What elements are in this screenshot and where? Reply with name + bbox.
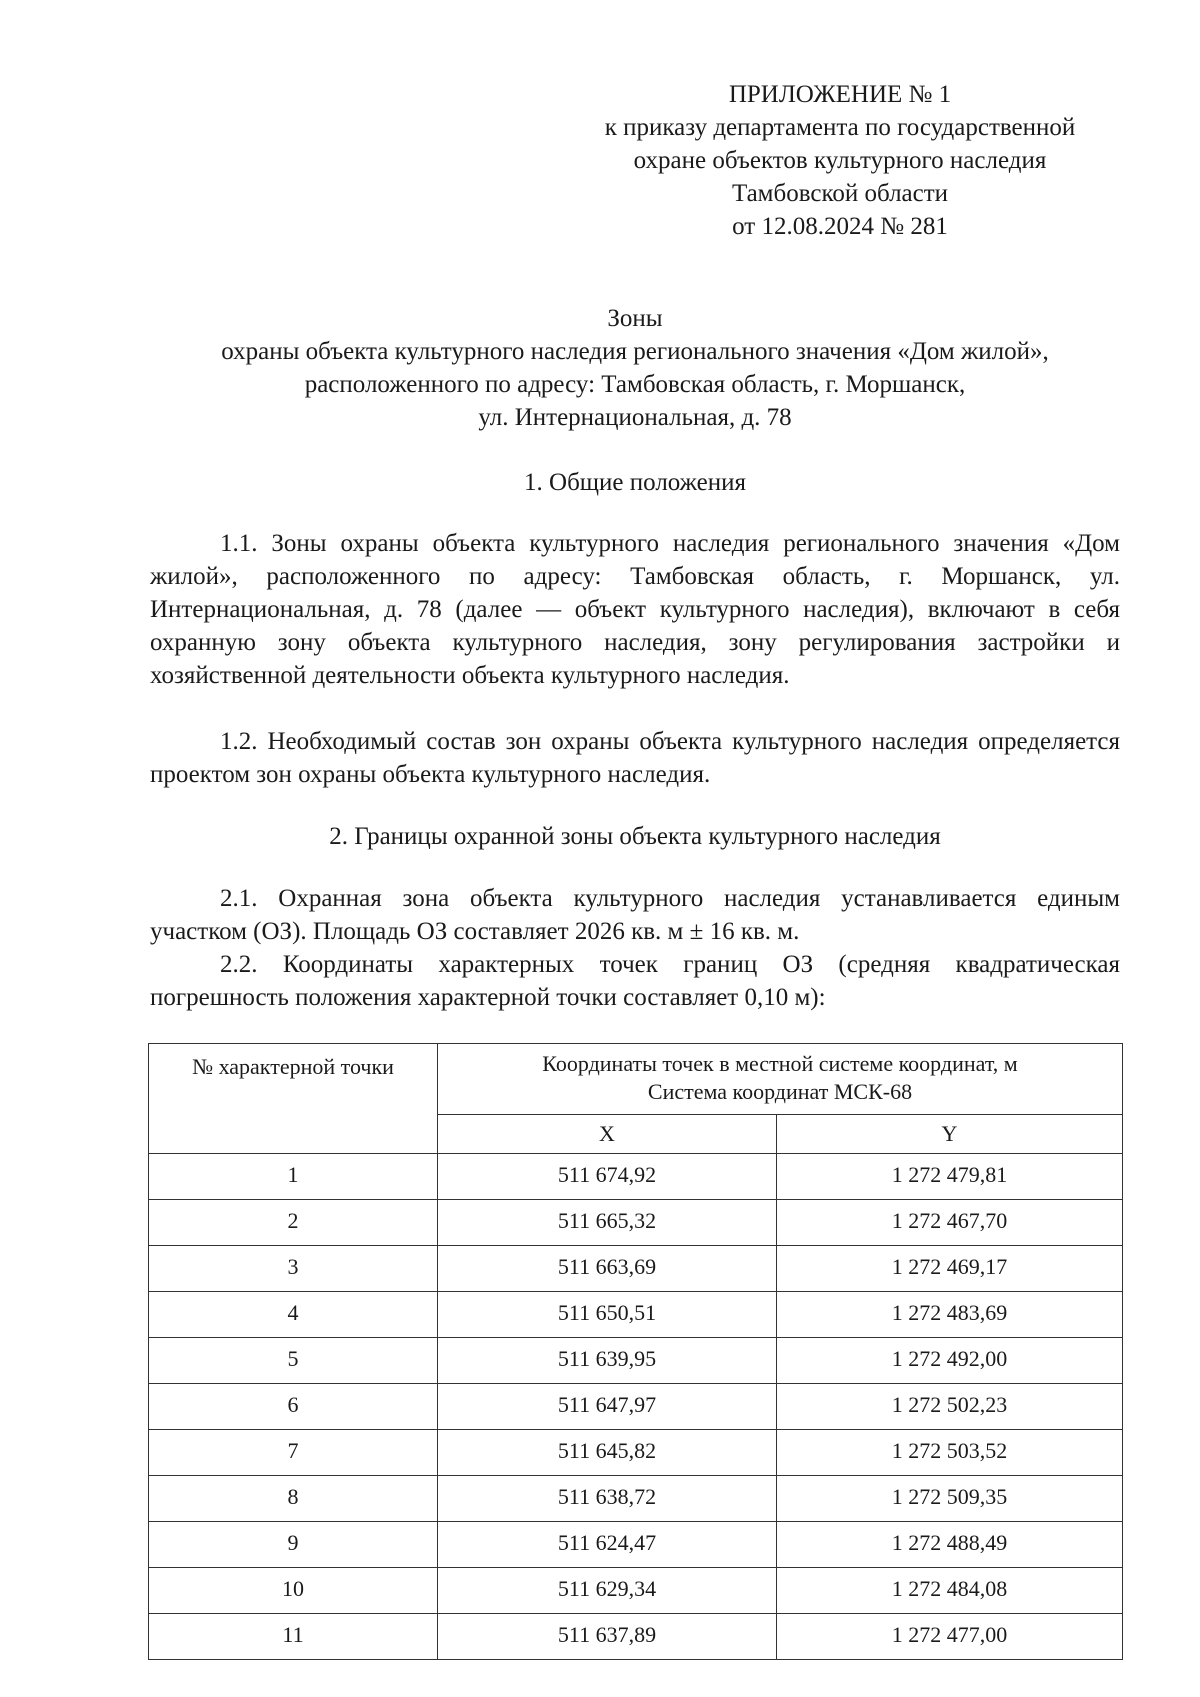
coord-x: 511 639,95: [438, 1338, 777, 1384]
table-row: [149, 1522, 1123, 1568]
coordinates-table: [148, 1043, 1123, 1660]
coord-x: 511 645,82: [438, 1430, 777, 1476]
coord-y: 1 272 484,08: [777, 1568, 1123, 1614]
coord-x: 511 665,32: [438, 1200, 777, 1246]
coord-y: 1 272 488,49: [777, 1522, 1123, 1568]
section-1-heading: 1. Общие положения: [524, 469, 746, 496]
coord-x: 511 638,72: [438, 1476, 777, 1522]
appendix-header: [560, 78, 1120, 243]
header-coordinates-line-1: Координаты точек в местной системе координат, м: [542, 1051, 1018, 1076]
appendix-number: ПРИЛОЖЕНИЕ № 1: [728, 81, 952, 108]
appendix-order-line: к приказу департамента по государственной: [604, 114, 1076, 141]
paragraph-2-2: 2.2. Координаты характерных точек границ ОЗ (средняя квадратическая погрешность положения характерной точки составляет 0,10 м):: [150, 951, 1120, 1011]
header-y: Y: [777, 1115, 1123, 1154]
point-number: 9: [149, 1522, 438, 1568]
coord-x: 511 637,89: [438, 1614, 777, 1660]
header-x: X: [438, 1115, 777, 1154]
table-row: [149, 1614, 1123, 1660]
paragraph-2-1: 2.1. Охранная зона объекта культурного наследия устанавливается единым участком (ОЗ). Площадь ОЗ составляет 2026 кв. м ± 16 кв. м.: [150, 885, 1120, 945]
table-row: [149, 1292, 1123, 1338]
title-line-2: охраны объекта культурного наследия регионального значения «Дом жилой»,: [221, 338, 1049, 365]
point-number: 7: [149, 1430, 438, 1476]
point-number: 2: [149, 1200, 438, 1246]
table-row: [149, 1154, 1123, 1200]
table-row: [149, 1476, 1123, 1522]
coord-x: 511 647,97: [438, 1384, 777, 1430]
coord-x: 511 663,69: [438, 1246, 777, 1292]
coord-y: 1 272 503,52: [777, 1430, 1123, 1476]
point-number: 5: [149, 1338, 438, 1384]
coord-y: 1 272 502,23: [777, 1384, 1123, 1430]
point-number: 1: [149, 1154, 438, 1200]
coord-y: 1 272 477,00: [777, 1614, 1123, 1660]
coord-x: 511 624,47: [438, 1522, 777, 1568]
title-line-4: ул. Интернациональная, д. 78: [478, 404, 792, 431]
title-line-3: расположенного по адресу: Тамбовская область, г. Моршанск,: [304, 371, 966, 398]
table-row: [149, 1338, 1123, 1384]
coord-y: 1 272 483,69: [777, 1292, 1123, 1338]
point-number: 11: [149, 1614, 438, 1660]
paragraph-1-2: 1.2. Необходимый состав зон охраны объекта культурного наследия определяется проектом зон охраны объекта культурного наследия.: [150, 728, 1120, 788]
table-row: [149, 1200, 1123, 1246]
point-number: 4: [149, 1292, 438, 1338]
section-2-heading: 2. Границы охранной зоны объекта культурного наследия: [329, 823, 941, 850]
coord-y: 1 272 479,81: [777, 1154, 1123, 1200]
coord-y: 1 272 467,70: [777, 1200, 1123, 1246]
header-coordinates: [438, 1044, 1123, 1115]
coord-x: 511 650,51: [438, 1292, 777, 1338]
coord-y: 1 272 469,17: [777, 1246, 1123, 1292]
coord-y: 1 272 492,00: [777, 1338, 1123, 1384]
table-row: [149, 1430, 1123, 1476]
header-coordinates-line-2: Система координат МСК-68: [647, 1079, 913, 1104]
point-number: 3: [149, 1246, 438, 1292]
paragraph-1-1: 1.1. Зоны охраны объекта культурного наследия регионального значения «Дом жилой», расположенного по адресу: Тамбовская область, г. Моршанск, ул. Интернациональная, д. 78 (далее — объект культурного наследия), включают в себя охранную зону объекта культурного наследия, зону регулирования застройки и хозяйственной деятельности объекта культурного наследия.: [150, 530, 1120, 689]
table-row: [149, 1568, 1123, 1614]
coord-x: 511 629,34: [438, 1568, 777, 1614]
coord-x: 511 674,92: [438, 1154, 777, 1200]
table-row: [149, 1384, 1123, 1430]
table-row: [149, 1246, 1123, 1292]
point-number: 10: [149, 1568, 438, 1614]
appendix-region-line: Тамбовской области: [731, 180, 949, 207]
coord-y: 1 272 509,35: [777, 1476, 1123, 1522]
appendix-department-line: охране объектов культурного наследия: [633, 147, 1047, 174]
title-line-1: Зоны: [607, 305, 663, 332]
point-number: 6: [149, 1384, 438, 1430]
document-title: [150, 302, 1120, 434]
appendix-date-line: от 12.08.2024 № 281: [732, 213, 948, 240]
header-point-number: № характерной точки: [149, 1044, 438, 1154]
point-number: 8: [149, 1476, 438, 1522]
